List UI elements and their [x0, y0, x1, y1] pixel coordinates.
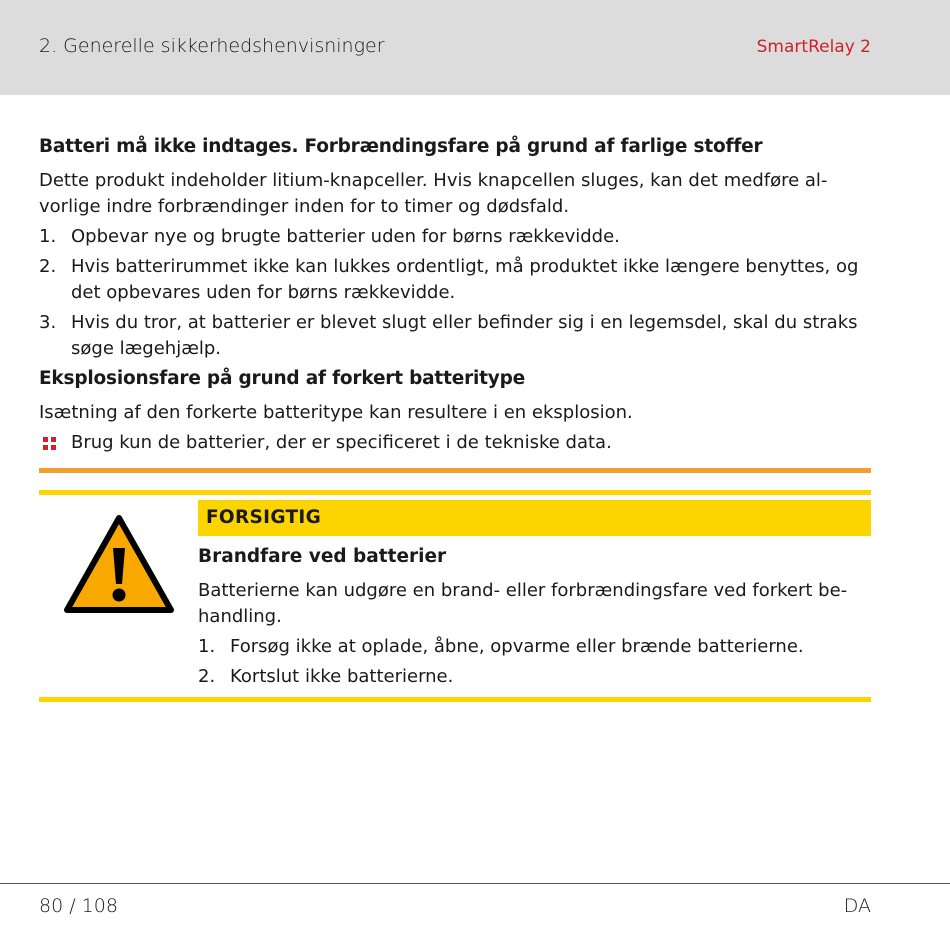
list-item: 1. Forsøg ikke at oplade, åbne, opvarme eller brænde batterierne. [198, 636, 804, 657]
list-item: 1. Opbevar nye og brugte batterier uden for børns rækkevidde. [39, 226, 620, 247]
list-item: 2. Kortslut ikke batterierne. [198, 666, 454, 687]
caution-bottom-rule [39, 697, 871, 702]
caution-steps [198, 634, 871, 690]
caution-box [39, 490, 871, 703]
section-paragraph-ingestion: Dette produkt indeholder litium-knapceller. Hvis knapcellen sluges, kan det medføre al-vorlige indre forbrændinger inden for to timer og dødsfald. [39, 170, 828, 217]
list-item: 2. Hvis batterirummet ikke kan lukkes ordentligt, må produktet ikke længere benyttes, og det opbevares uden for børns rækkevidde. [39, 256, 859, 303]
page-header [0, 0, 950, 95]
section-heading-ingestion: Batteri må ikke indtages. Forbrændingsfare på grund af farlige stoffer [39, 136, 763, 157]
product-name: SmartRelay 2 [756, 37, 871, 57]
main-content [39, 134, 871, 456]
caution-heading: Brandfare ved batterier [198, 546, 447, 567]
footer-divider [0, 883, 950, 884]
list-item: 3. Hvis du tror, at batterier er blevet slugt eller befinder sig i en legemsdel, skal du straks søge lægehjælp. [39, 312, 858, 359]
warning-triangle-icon [63, 514, 175, 614]
ingestion-steps [39, 224, 871, 362]
list-item: Brug kun de batterier, der er specificeret i de tekniske data. [39, 430, 871, 456]
signal-word: FORSIGTIG [198, 500, 871, 536]
red-squares-bullet-icon [43, 437, 56, 450]
caution-content [198, 500, 871, 694]
language-code: DA [843, 895, 871, 917]
page-number: 80 / 108 [39, 895, 118, 917]
section-paragraph-explosion: Isætning af den forkerte batteritype kan resultere i en eksplosion. [39, 402, 633, 423]
caution-paragraph: Batterierne kan udgøre en brand- eller forbrændingsfare ved forkert be-handling. [198, 580, 848, 627]
chapter-title: 2. Generelle sikkerhedshenvisninger [39, 35, 385, 57]
section-heading-explosion: Eksplosionsfare på grund af forkert batteritype [39, 368, 526, 389]
caution-top-rule [39, 490, 871, 495]
section-divider [39, 468, 871, 473]
